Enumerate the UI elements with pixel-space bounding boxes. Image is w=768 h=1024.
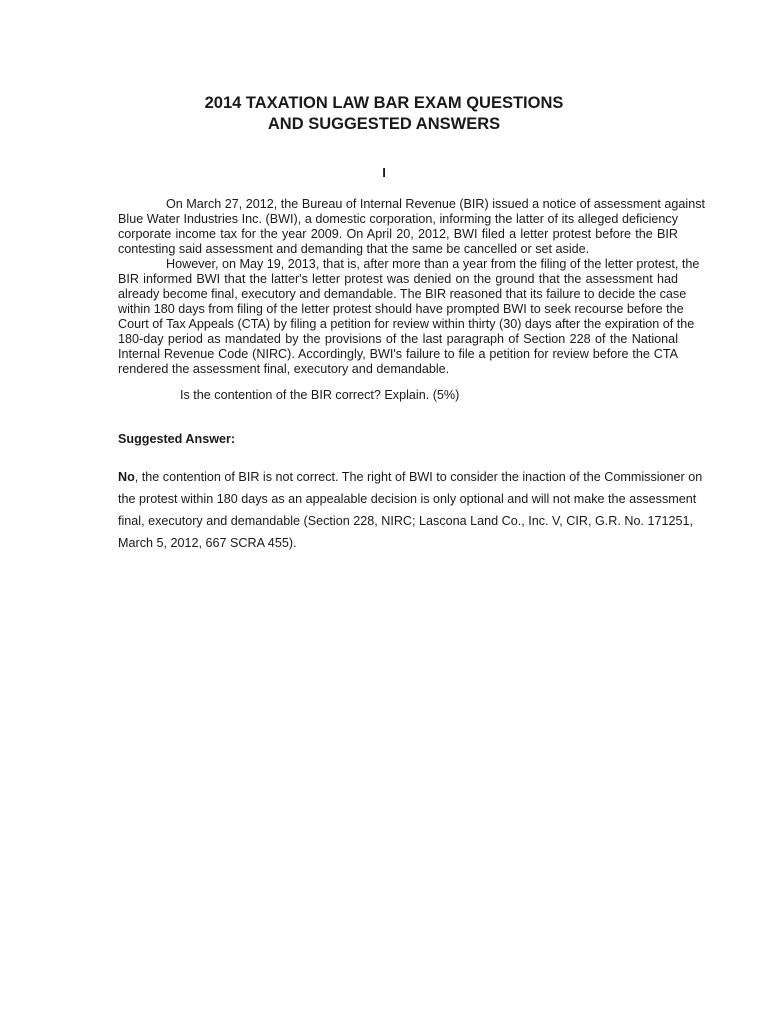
answer-text: , the contention of BIR is not correct. The right of BWI to consider the inaction of the Commissioner on [134, 470, 703, 484]
text-line: final, executory and demandable (Section 228, NIRC; Lascona Land Co., Inc. V, CIR, G.R. No. 171251, [118, 514, 693, 528]
text-line: contesting said assessment and demanding that the same be cancelled or set aside. [118, 242, 590, 256]
document-title-line-2: AND SUGGESTED ANSWERS [267, 115, 501, 133]
text-line: Internal Revenue Code (NIRC). Accordingly, BWI's failure to file a petition for review before the CTA [118, 347, 678, 361]
text-line: Court of Tax Appeals (CTA) by filing a petition for review within thirty (30) days after the expiration of the [118, 317, 695, 331]
question: Is the contention of the BIR correct? Explain. (5%) [180, 388, 460, 402]
text-line: However, on May 19, 2013, that is, after more than a year from the filing of the letter protest, the [166, 257, 700, 271]
text-line: On March 27, 2012, the Bureau of Internal Revenue (BIR) issued a notice of assessment against [166, 197, 706, 211]
text-line: 180-day period as mandated by the provisions of the last paragraph of Section 228 of the National [118, 332, 678, 346]
text-line: the protest within 180 days as an appealable decision is only optional and will not make the assessment [118, 492, 697, 506]
text-line: BIR informed BWI that the latter's letter protest was denied on the ground that the assessment had [118, 272, 678, 286]
text-line: March 5, 2012, 667 SCRA 455). [118, 536, 297, 550]
suggested-answer-heading: Suggested Answer: [118, 432, 236, 446]
text-line: rendered the assessment final, executory and demandable. [118, 362, 450, 376]
text-line: corporate income tax for the year 2009. On April 20, 2012, BWI filed a letter protest before the BIR [118, 227, 678, 241]
section-number: I [382, 165, 386, 180]
text-line: Blue Water Industries Inc. (BWI), a domestic corporation, informing the latter of its alleged deficiency [118, 212, 678, 226]
answer-lead: No [118, 470, 135, 484]
text-line [118, 466, 703, 488]
answer-paragraph [118, 466, 703, 554]
facts-paragraph-1 [118, 197, 706, 377]
text-line: already become final, executory and demandable. The BIR reasoned that its failure to decide the case [118, 287, 687, 301]
text-line: within 180 days from filing of the letter protest should have prompted BWI to seek recourse before the [118, 302, 684, 316]
document-title-line-1: 2014 TAXATION LAW BAR EXAM QUESTIONS [204, 94, 564, 112]
